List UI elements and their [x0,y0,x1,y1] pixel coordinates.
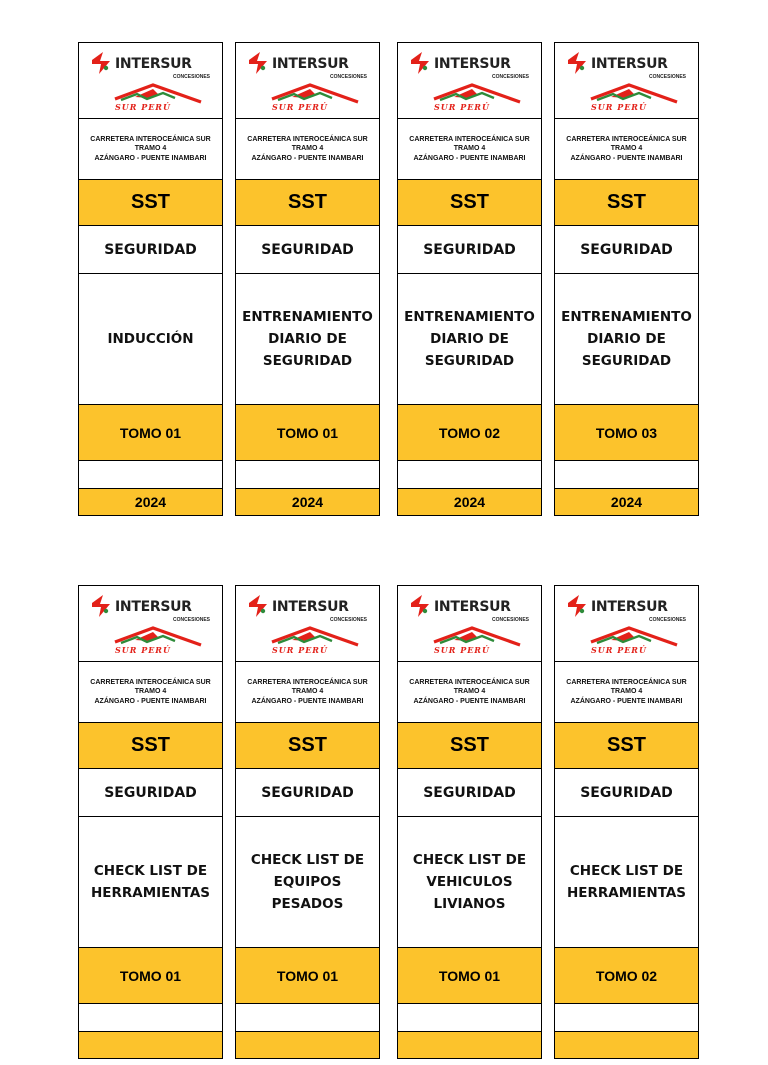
year-label: 2024 [236,489,379,515]
document-title [555,274,698,405]
route-line: AZÁNGARO - PUENTE INAMBARI [570,697,683,705]
route-info [555,662,698,723]
brand-name: INTERSUR [115,56,192,72]
intersur-logo [236,43,379,119]
intersur-emblem-icon [567,51,587,75]
route-line: TRAMO 4 [134,688,167,696]
route-line: CARRETERA INTEROCEÁNICA SUR [247,678,368,686]
route-line: CARRETERA INTEROCEÁNICA SUR [409,135,530,143]
binder-label [235,585,380,1059]
title-line: ENTRENAMIENTO [561,309,692,325]
year-label [398,1032,541,1058]
title-line: INDUCCIÓN [107,331,194,347]
title-line: ENTRENAMIENTO [242,309,373,325]
title-line: CHECK LIST DE [569,863,684,879]
route-line: CARRETERA INTEROCEÁNICA SUR [566,135,687,143]
route-line: AZÁNGARO - PUENTE INAMBARI [413,154,526,162]
route-line: TRAMO 4 [453,145,486,153]
route-info [555,119,698,180]
sur-peru-text: SUR PERÚ [272,102,328,112]
department-label: SST [398,723,541,769]
year-label [236,1032,379,1058]
binder-label [78,585,223,1059]
brand-subtitle: CONCESIONES [173,74,210,80]
intersur-logo [398,43,541,119]
route-line: TRAMO 4 [610,145,643,153]
area-label: SEGURIDAD [79,769,222,817]
document-title [79,817,222,948]
brand-subtitle: CONCESIONES [330,617,367,623]
department-label: SST [236,723,379,769]
route-line: AZÁNGARO - PUENTE INAMBARI [570,154,683,162]
brand-subtitle: CONCESIONES [649,74,686,80]
brand-name: INTERSUR [591,599,668,615]
brand-name: INTERSUR [115,599,192,615]
intersur-logo [79,586,222,662]
binder-label [554,42,699,516]
title-line: CHECK LIST DE [93,863,208,879]
volume-label: TOMO 01 [236,405,379,461]
route-line: CARRETERA INTEROCEÁNICA SUR [90,135,211,143]
brand-name: INTERSUR [434,56,511,72]
title-line: SEGURIDAD [581,353,672,369]
title-line: CHECK LIST DE [250,852,365,868]
year-label: 2024 [555,489,698,515]
year-label: 2024 [398,489,541,515]
sur-peru-text: SUR PERÚ [591,102,647,112]
route-line: TRAMO 4 [134,145,167,153]
blank-cell [555,461,698,489]
sur-peru-text: SUR PERÚ [115,102,171,112]
year-label [79,1032,222,1058]
route-line: TRAMO 4 [453,688,486,696]
intersur-emblem-icon [410,51,430,75]
route-info [398,119,541,180]
binder-label [235,42,380,516]
intersur-logo [555,43,698,119]
blank-cell [398,1004,541,1032]
volume-label: TOMO 01 [236,948,379,1004]
title-line: CHECK LIST DE [412,852,527,868]
blank-cell [236,1004,379,1032]
volume-label: TOMO 03 [555,405,698,461]
department-label: SST [555,723,698,769]
binder-label [78,42,223,516]
blank-cell [398,461,541,489]
intersur-emblem-icon [410,594,430,618]
area-label: SEGURIDAD [555,769,698,817]
route-line: AZÁNGARO - PUENTE INAMBARI [94,697,207,705]
title-line: DIARIO DE [430,331,509,347]
route-line: TRAMO 4 [610,688,643,696]
title-line: LIVIANOS [433,896,506,912]
area-label: SEGURIDAD [398,226,541,274]
intersur-emblem-icon [91,51,111,75]
blank-cell [79,461,222,489]
intersur-logo [555,586,698,662]
volume-label: TOMO 02 [555,948,698,1004]
volume-label: TOMO 01 [398,948,541,1004]
department-label: SST [79,723,222,769]
area-label: SEGURIDAD [236,769,379,817]
route-line: TRAMO 4 [291,688,324,696]
brand-subtitle: CONCESIONES [173,617,210,623]
sur-peru-text: SUR PERÚ [434,102,490,112]
title-line: SEGURIDAD [262,353,353,369]
department-label: SST [555,180,698,226]
route-line: CARRETERA INTEROCEÁNICA SUR [409,678,530,686]
intersur-emblem-icon [248,594,268,618]
intersur-logo [236,586,379,662]
route-line: CARRETERA INTEROCEÁNICA SUR [90,678,211,686]
intersur-logo [79,43,222,119]
sur-peru-text: SUR PERÚ [434,645,490,655]
document-title [398,274,541,405]
blank-cell [79,1004,222,1032]
title-line: SEGURIDAD [424,353,515,369]
document-title [555,817,698,948]
route-info [398,662,541,723]
area-label: SEGURIDAD [236,226,379,274]
document-title [79,274,222,405]
area-label: SEGURIDAD [555,226,698,274]
label-row-1 [0,42,768,522]
area-label: SEGURIDAD [398,769,541,817]
brand-name: INTERSUR [272,56,349,72]
document-title [398,817,541,948]
title-line: EQUIPOS [273,874,342,890]
binder-label [554,585,699,1059]
route-info [79,662,222,723]
brand-name: INTERSUR [434,599,511,615]
title-line: VEHICULOS [426,874,513,890]
blank-cell [236,461,379,489]
department-label: SST [398,180,541,226]
route-line: CARRETERA INTEROCEÁNICA SUR [566,678,687,686]
binder-label [397,585,542,1059]
sur-peru-text: SUR PERÚ [115,645,171,655]
year-label: 2024 [79,489,222,515]
route-line: CARRETERA INTEROCEÁNICA SUR [247,135,368,143]
brand-subtitle: CONCESIONES [649,617,686,623]
brand-subtitle: CONCESIONES [492,617,529,623]
title-line: HERRAMIENTAS [566,885,687,901]
title-line: DIARIO DE [587,331,666,347]
document-title [236,817,379,948]
title-line: PESADOS [271,896,344,912]
sur-peru-text: SUR PERÚ [272,645,328,655]
route-info [79,119,222,180]
title-line: ENTRENAMIENTO [404,309,535,325]
brand-name: INTERSUR [272,599,349,615]
route-line: AZÁNGARO - PUENTE INAMBARI [251,697,364,705]
title-line: HERRAMIENTAS [90,885,211,901]
year-label [555,1032,698,1058]
volume-label: TOMO 01 [79,948,222,1004]
volume-label: TOMO 01 [79,405,222,461]
volume-label: TOMO 02 [398,405,541,461]
binder-label [397,42,542,516]
department-label: SST [236,180,379,226]
route-line: AZÁNGARO - PUENTE INAMBARI [413,697,526,705]
intersur-logo [398,586,541,662]
area-label: SEGURIDAD [79,226,222,274]
route-info [236,119,379,180]
route-line: TRAMO 4 [291,145,324,153]
route-line: AZÁNGARO - PUENTE INAMBARI [94,154,207,162]
route-info [236,662,379,723]
intersur-emblem-icon [91,594,111,618]
department-label: SST [79,180,222,226]
route-line: AZÁNGARO - PUENTE INAMBARI [251,154,364,162]
intersur-emblem-icon [248,51,268,75]
blank-cell [555,1004,698,1032]
title-line: DIARIO DE [268,331,347,347]
intersur-emblem-icon [567,594,587,618]
brand-name: INTERSUR [591,56,668,72]
sur-peru-text: SUR PERÚ [591,645,647,655]
brand-subtitle: CONCESIONES [330,74,367,80]
document-title [236,274,379,405]
label-row-2 [0,585,768,1065]
brand-subtitle: CONCESIONES [492,74,529,80]
